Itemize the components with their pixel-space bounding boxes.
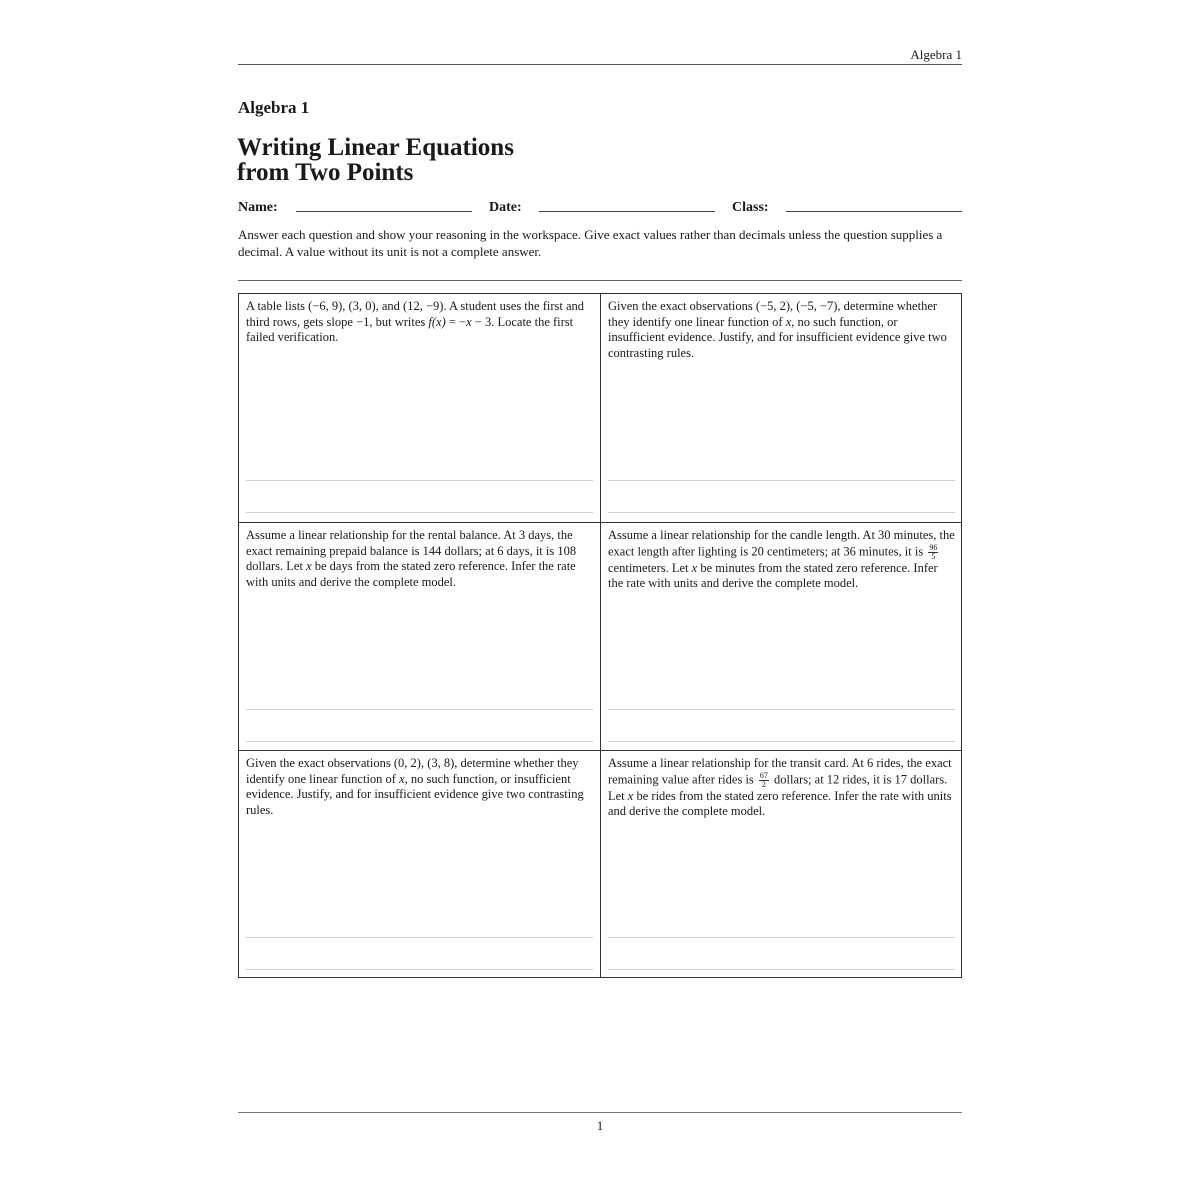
worksheet-title <box>237 135 514 185</box>
question-text: Assume a linear relationship for the transit card. At 6 rides, the exact remaining value after rides is $\frac{67}{2}$ dollars; at 12 rides, it is 17 dollars. Let x be rides from the stated zero reference. Infer the rate with units and derive the complete model. <box>608 756 952 818</box>
workspace-line[interactable] <box>246 969 593 970</box>
running-header: Algebra 1 <box>910 47 962 62</box>
question-text: Given the exact observations (−5, 2), (−5, −7), determine whether they identify one linear function of x, no such function, or insufficient evidence. Justify, and for insufficient evidence give two contrasting rules. <box>608 299 947 360</box>
workspace-line[interactable] <box>608 709 955 710</box>
workspace-line[interactable] <box>246 741 593 742</box>
name-field[interactable] <box>296 211 472 212</box>
date-label: Date: <box>489 200 522 215</box>
class-field[interactable] <box>786 211 962 212</box>
fraction: $\frac{67}{2}$ <box>759 770 768 789</box>
instructions: Answer each question and show your reasoning in the workspace. Give exact values rather than decimals unless the question supplies a decimal. A value without its unit is not a complete answer. <box>238 227 943 259</box>
workspace-line[interactable] <box>246 480 593 481</box>
footer-rule <box>238 1112 962 1113</box>
workspace-line[interactable] <box>608 512 955 513</box>
question-cell-1 <box>239 294 601 522</box>
question-grid <box>238 293 962 978</box>
workspace-line[interactable] <box>608 741 955 742</box>
title-line-2: from Two Points <box>237 159 414 186</box>
question-cell-4 <box>600 522 962 750</box>
question-cell-3 <box>239 522 601 750</box>
question-text: A table lists (−6, 9), (3, 0), and (12, −9). A student uses the first and third rows, gets slope −1, but writes f(x) = −x − 3. Locate the first failed verification. <box>246 299 585 344</box>
name-label: Name: <box>238 200 278 215</box>
fraction: $\frac{96}{5}$ <box>929 542 938 561</box>
instructions-rule <box>238 280 962 281</box>
workspace-line[interactable] <box>246 512 593 513</box>
question-text: Given the exact observations (0, 2), (3, 8), determine whether they identify one linear function of x, no such function, or insufficient evidence. Justify, and for insufficient evidence give two contrasting rules. <box>246 756 584 817</box>
student-info-row <box>238 200 962 218</box>
question-cell-2 <box>600 294 962 522</box>
question-text: Assume a linear relationship for the candle length. At 30 minutes, the exact length after lighting is 20 centimeters; at 36 minutes, it is $\frac{96}{5}$ centimeters. Let x be minutes from the stated zero reference. Infer the rate with units and derive the complete model. <box>608 528 955 590</box>
workspace-line[interactable] <box>608 480 955 481</box>
class-label: Class: <box>732 200 769 215</box>
workspace-line[interactable] <box>246 709 593 710</box>
page-number: 1 <box>596 1118 604 1133</box>
question-cell-6 <box>600 750 962 978</box>
course-title: Algebra 1 <box>238 98 310 117</box>
date-field[interactable] <box>539 211 715 212</box>
question-text: Assume a linear relationship for the rental balance. At 3 days, the exact remaining prepaid balance is 144 dollars; at 6 days, it is 108 dollars. Let x be days from the stated zero reference. Infer the rate with units and derive the complete model. <box>246 528 577 589</box>
title-line-1: Writing Linear Equations <box>237 134 514 161</box>
header-rule <box>238 64 962 65</box>
workspace-line[interactable] <box>608 969 955 970</box>
question-cell-5 <box>239 750 601 978</box>
workspace-line[interactable] <box>246 937 593 938</box>
workspace-line[interactable] <box>608 937 955 938</box>
